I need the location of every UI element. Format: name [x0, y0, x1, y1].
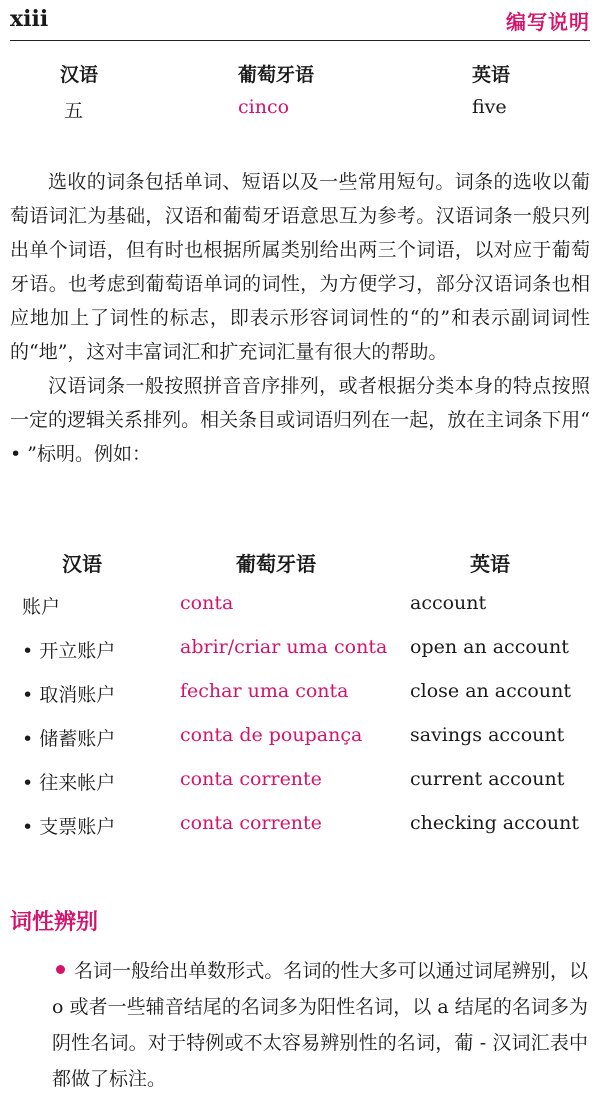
table-row — [0, 680, 600, 724]
body-text — [10, 165, 590, 471]
section-title: 编写说明 — [506, 10, 590, 34]
cell-chinese: 五 — [64, 100, 84, 122]
page-header — [10, 0, 590, 41]
paragraph-1: 选收的词条包括单词、短语以及一些常用短句。词条的选收以葡萄语词汇为基础，汉语和葡萄牙语意思互为参考。汉语词条一般只列出单个词语，但有时也根据所属类别给出两三个词语，以对应于葡萄牙语。也考虑到葡萄语单词的词性，为方便学习，部分汉语词条也相应地加上了词性的标志，即表示形容词词性的“的”和表示副词词性的“地”，这对丰富词汇和扩充词汇量有很大的帮助。 — [10, 171, 590, 363]
cell-english: checking account — [410, 812, 579, 834]
cell-english: account — [410, 592, 487, 614]
cell-chinese: • 储蓄账户 — [22, 728, 116, 750]
column-header-english: 英语 — [472, 64, 511, 86]
cell-portuguese: conta de poupança — [180, 724, 363, 746]
example-table-1 — [0, 60, 600, 132]
bullet-item — [52, 953, 588, 1097]
cell-chinese: • 取消账户 — [22, 684, 116, 706]
cell-english: open an account — [410, 636, 569, 658]
example-table-2 — [0, 548, 600, 856]
cell-portuguese: fechar uma conta — [180, 680, 349, 702]
column-header-chinese: 汉语 — [60, 64, 99, 86]
column-header-english: 英语 — [470, 552, 510, 576]
column-header-chinese: 汉语 — [62, 552, 102, 576]
cell-chinese: 账户 — [22, 596, 61, 618]
table-row — [0, 724, 600, 768]
cell-english: current account — [410, 768, 565, 790]
column-header-portuguese: 葡萄牙语 — [236, 552, 316, 576]
cell-english: five — [472, 96, 507, 118]
table-row — [0, 636, 600, 680]
cell-portuguese: conta corrente — [180, 768, 322, 790]
cell-portuguese: cinco — [238, 96, 290, 118]
table-row — [0, 592, 600, 636]
cell-english: close an account — [410, 680, 571, 702]
cell-portuguese: conta corrente — [180, 812, 322, 834]
section-heading: 词性辨别 — [10, 910, 99, 935]
cell-portuguese: abrir/criar uma conta — [180, 636, 388, 658]
paragraph-2: 汉语词条一般按照拼音音序排列，或者根据分类本身的特点按照一定的逻辑关系排列。相关条目或词语归列在一起，放在主词条下用“ • ”标明。例如： — [10, 375, 590, 465]
bullet-text: 名词一般给出单数形式。名词的性大多可以通过词尾辨别，以 o 或者一些辅音结尾的名词多为阳性名词，以 a 结尾的名词多为阴性名词。对于特例或不太容易辨别性的名词，葡 - 汉词汇表中都做了标注。 — [52, 960, 588, 1090]
table-row — [0, 768, 600, 812]
cell-chinese: • 开立账户 — [22, 640, 116, 662]
cell-english: savings account — [410, 724, 565, 746]
page-number: xiii — [10, 6, 49, 32]
cell-chinese: • 支票账户 — [22, 816, 116, 838]
column-header-portuguese: 葡萄牙语 — [238, 64, 315, 86]
table-header-row — [0, 548, 600, 592]
cell-chinese: • 往来帐户 — [22, 772, 116, 794]
table-header-row — [0, 60, 600, 96]
cell-portuguese: conta — [180, 592, 234, 614]
table-row — [0, 812, 600, 856]
table-row — [0, 96, 600, 132]
